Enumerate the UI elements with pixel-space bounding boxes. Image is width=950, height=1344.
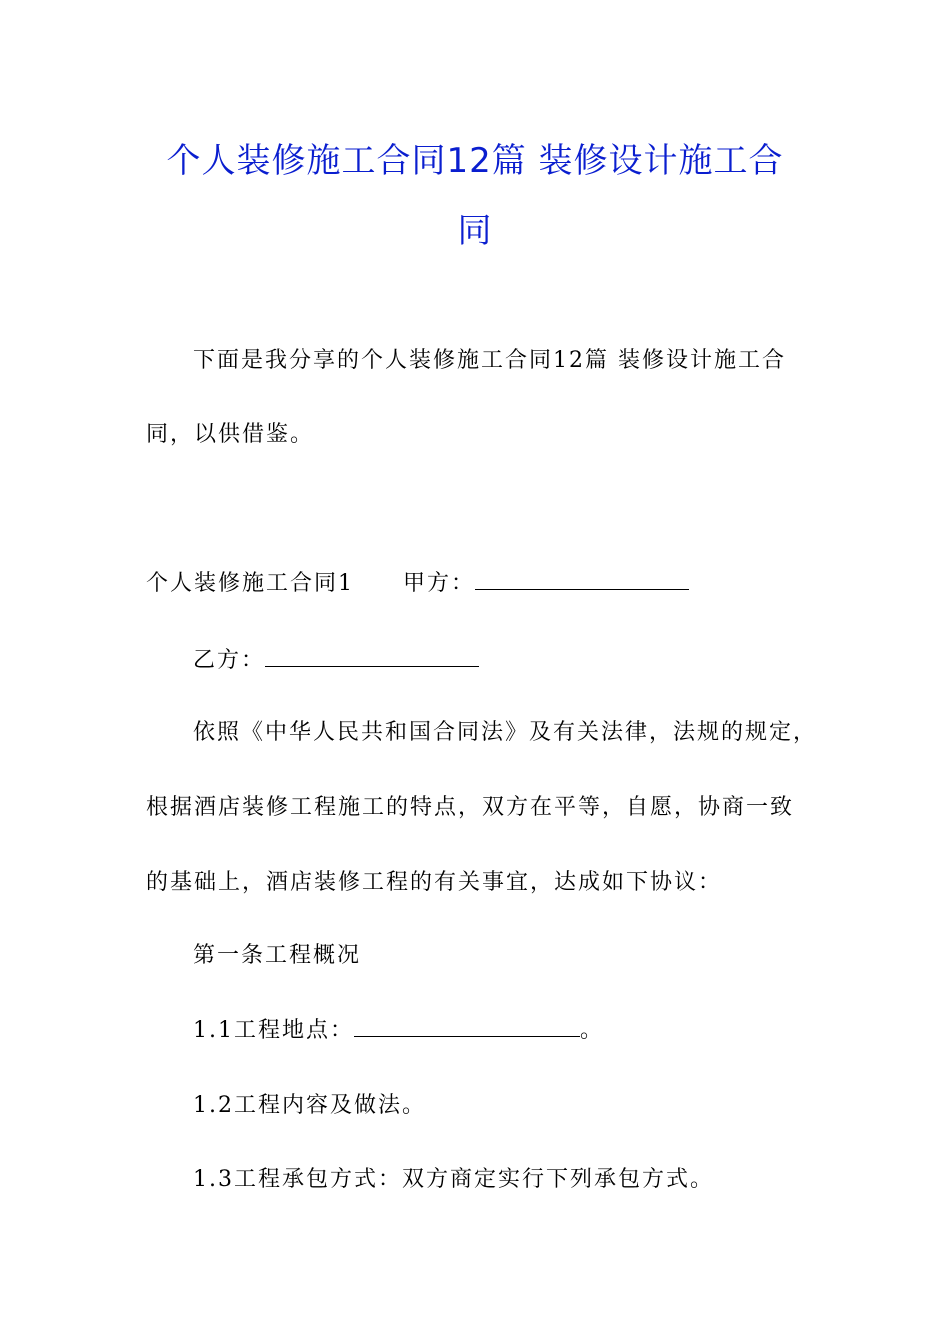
- party-a-label: 甲方：: [403, 571, 476, 596]
- intro-line-1: 下面是我分享的个人装修施工合同12篇 装修设计施工合: [193, 348, 786, 373]
- party-b-blank: [265, 646, 479, 667]
- item-1-1-end: 。: [580, 1018, 605, 1043]
- document-title-line-2: 同: [457, 211, 493, 251]
- party-a-line: [403, 569, 689, 599]
- item-1-2: 1.2工程内容及做法。: [193, 1093, 426, 1118]
- party-a-blank: [475, 569, 689, 590]
- party-b-label: 乙方：: [193, 648, 266, 673]
- project-location-blank: [354, 1016, 580, 1037]
- contract-heading: 个人装修施工合同1: [146, 571, 354, 596]
- paragraph-1-line-3: 的基础上，酒店装修工程的有关事宜，达成如下协议：: [146, 870, 723, 895]
- article-1-heading: 第一条工程概况: [193, 943, 362, 968]
- paragraph-1-line-2: 根据酒店装修工程施工的特点，双方在平等，自愿，协商一致: [146, 795, 795, 820]
- party-b-line: [193, 646, 479, 676]
- document-title-line-1: 个人装修施工合同12篇 装修设计施工合: [166, 141, 784, 181]
- item-1-1-label: 1.1工程地点：: [193, 1018, 354, 1043]
- intro-line-2: 同，以供借鉴。: [146, 422, 315, 447]
- item-1-1: [193, 1016, 604, 1046]
- paragraph-1-line-1: 依照《中华人民共和国合同法》及有关法律，法规的规定，: [193, 720, 818, 745]
- item-1-3: 1.3工程承包方式：双方商定实行下列承包方式。: [193, 1167, 714, 1192]
